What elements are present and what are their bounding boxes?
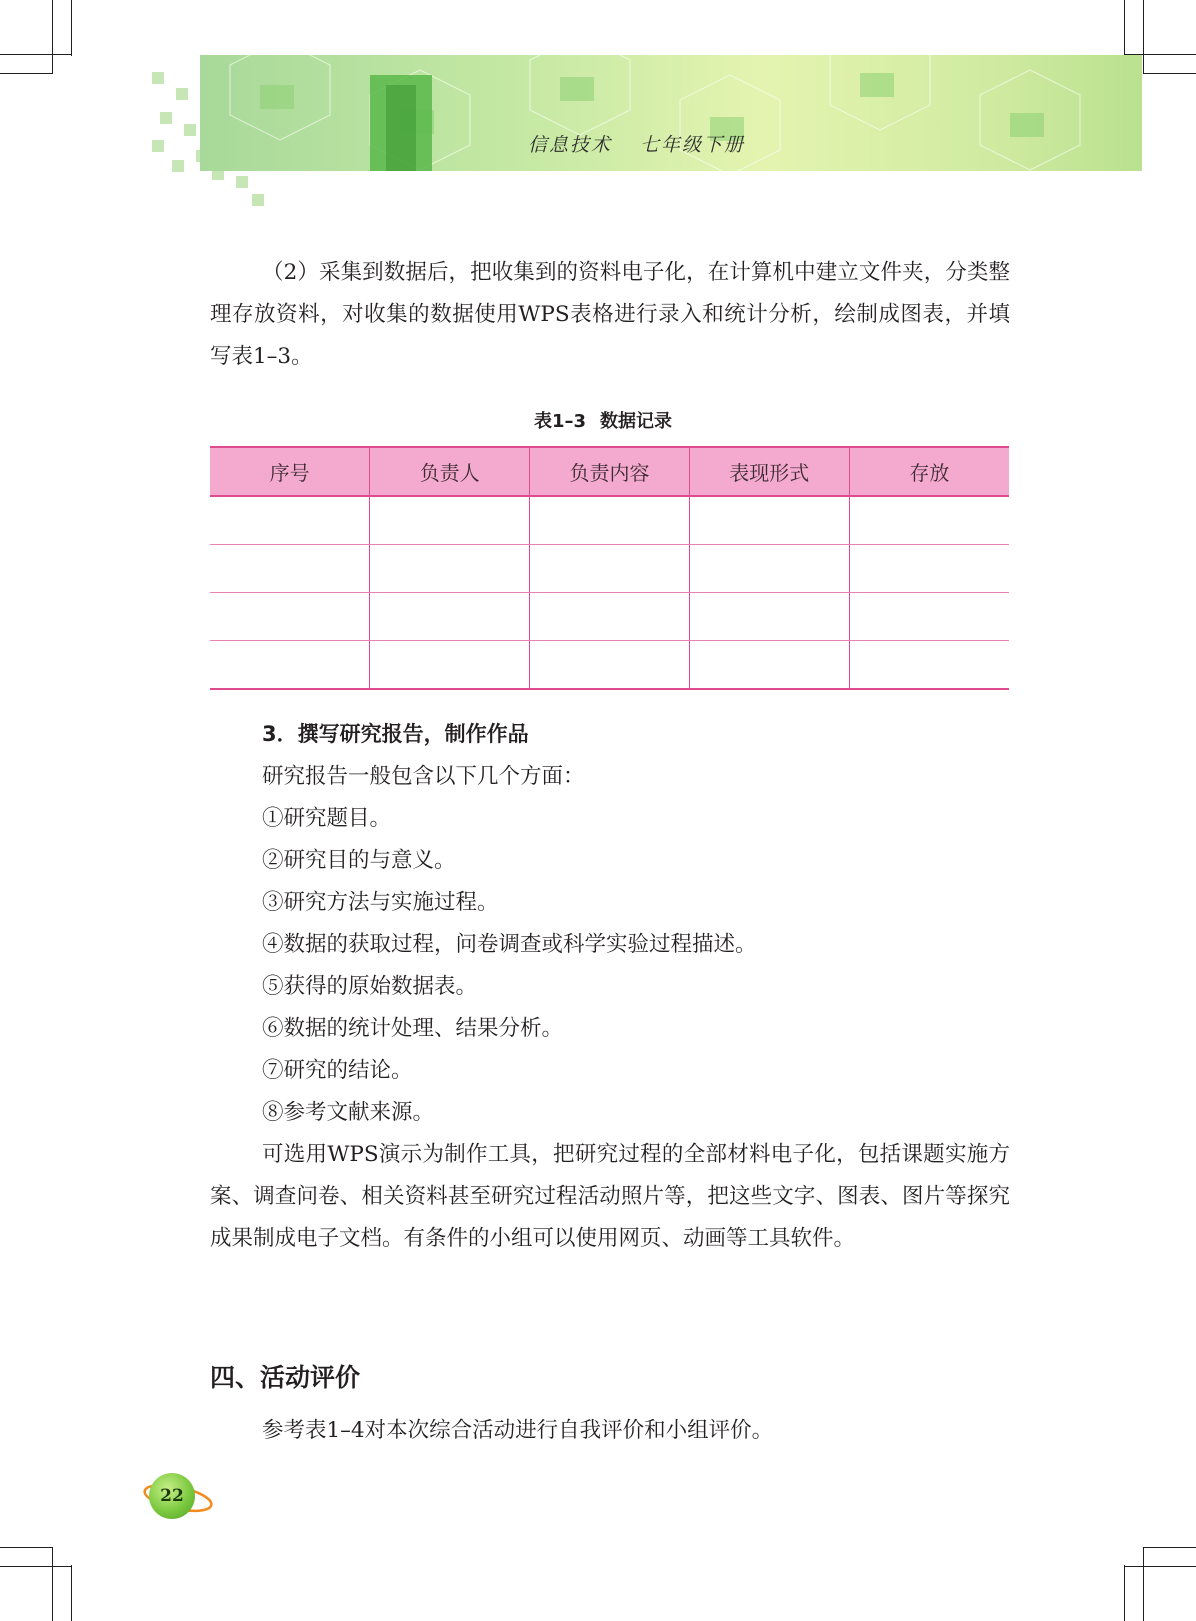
list-item: ④数据的获取过程，问卷调查或科学实验过程描述。 [262,932,757,957]
table-header-cell: 存放 [849,447,1009,496]
table-cell [530,641,690,690]
table-cell [210,593,370,641]
page-number: 22 [149,1473,195,1519]
table-caption [210,407,1010,433]
table-caption-title: 数据记录 [600,411,673,432]
table-cell [210,496,370,545]
table-row [210,593,1009,641]
table-header-row [210,447,1009,496]
table-cell [370,545,530,593]
table-cell [370,593,530,641]
table-cell [689,545,849,593]
table-cell [530,593,690,641]
intro-paragraph: （2）采集到数据后，把收集到的资料电子化，在计算机中建立文件夹，分类整理存放资料，对收集的数据使用WPS表格进行录入和统计分析，绘制成图表，并填写表1–3。 [210,260,1010,369]
table-cell [530,545,690,593]
section4-text: 参考表1–4对本次综合活动进行自我评价和小组评价。 [262,1418,774,1443]
table-cell [689,593,849,641]
table-cell [849,593,1009,641]
table-header-cell: 序号 [210,447,370,496]
table-cell [849,545,1009,593]
header-grade: 七年级下册 [640,134,746,156]
table-header-cell: 负责内容 [530,447,690,496]
table-cell [849,641,1009,690]
section3-closing: 可选用WPS演示为制作工具，把研究过程的全部材料电子化，包括课题实施方案、调查问卷、相关资料甚至研究过程活动照片等，把这些文字、图表、图片等探究成果制成电子文档。有条件的小组可以使用网页、动画等工具软件。 [210,1142,1010,1251]
list-item: ③研究方法与实施过程。 [262,890,499,915]
table-header-cell: 表现形式 [689,447,849,496]
list-item: ⑦研究的结论。 [262,1058,413,1083]
table-cell [689,641,849,690]
list-item: ⑥数据的统计处理、结果分析。 [262,1016,564,1041]
list-item: ⑤获得的原始数据表。 [262,974,478,999]
table-cell [370,641,530,690]
table-header-cell: 负责人 [370,447,530,496]
header-book: 信息技术 [528,134,613,156]
section3-lead: 研究报告一般包含以下几个方面： [262,764,585,789]
table-cell [210,641,370,690]
table-row [210,545,1009,593]
list-item: ②研究目的与意义。 [262,848,456,873]
table-cell [849,496,1009,545]
header-title [528,130,788,160]
list-item: ⑧参考文献来源。 [262,1100,435,1125]
section4-heading: 四、活动评价 [210,1363,361,1392]
table-row [210,641,1009,690]
table-caption-number: 表1–3 [533,411,587,432]
table-cell [370,496,530,545]
list-item: ①研究题目。 [262,806,392,831]
table-cell [689,496,849,545]
table-cell [210,545,370,593]
data-record-table [210,446,1009,690]
section3-heading: 3．撰写研究报告，制作作品 [262,722,529,746]
table-cell [530,496,690,545]
table-row [210,496,1009,545]
